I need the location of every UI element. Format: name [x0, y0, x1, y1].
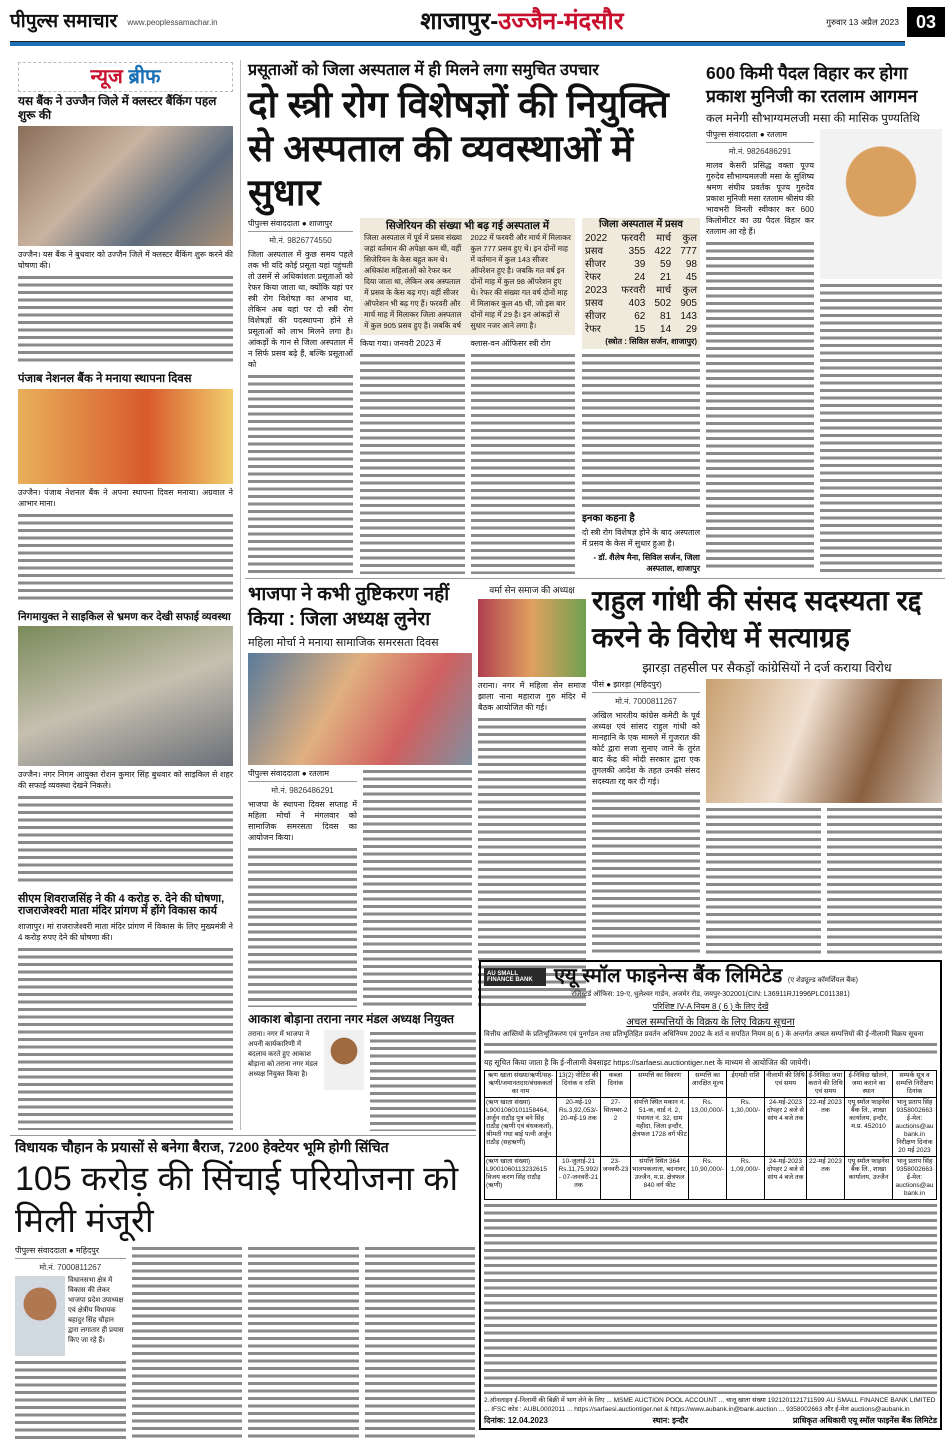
- stats-cell: 39: [634, 258, 646, 270]
- stats-cell: फरवरी: [621, 232, 646, 244]
- irrigation-headline: 105 करोड़ की सिंचाई परियोजना को मिली मंजूरी: [15, 1160, 459, 1241]
- brief-headline-4: सीएम शिवराजसिंह ने की 4 करोड़ रु. देने की घोषणा, राजराजेश्वरी माता मंदिर प्रांगण में होंगे विकास कार्य: [18, 892, 225, 918]
- auction-table-header: ई-निविदा जमा कराने की तिथि एवं समय: [807, 1071, 845, 1098]
- lead-mobile: मो.नं. 9826774550: [269, 236, 332, 246]
- stats-row: [582, 284, 700, 297]
- auction-table-cell: Rs. 1,30,000/-: [727, 1098, 765, 1157]
- cesarean-box-col1: जिला अस्पताल में पूर्व में प्रसव संख्या जहां वर्तमान की अपेक्षा कम थी, वहीं सिजेरियन के केस बहुत कम थे। अधिकांश महिलाओं को रेफर कर दिया जाता था, लेकिन अब अस्पताल में प्रसव के केस बढ़ गए। वहीं सीजर ऑपरेशन भी बढ़ गए हैं। फरवरी और मार्च माह में मिलाकर जिला अस्पताल में कुल 905 प्रसव हुए है। जबकि वर्ष: [364, 233, 462, 331]
- brief-headline-2: पंजाब नेशनल बैंक ने मनाया स्थापना दिवस: [18, 372, 192, 385]
- auction-table-header: नीलामी की तिथि एवं समय: [765, 1071, 807, 1098]
- auction-table-row: [485, 1098, 937, 1157]
- brief-body-3: उज्जैन। नगर निगम आयुक्त रोशन कुमार सिंह बुधवार को साइकिल से शहर की सफाई व्यवस्था देखने निकले।: [18, 769, 233, 790]
- irrigation-kicker: विधायक चौहान के प्रयासों से बनेगा बैराज, 7200 हेक्टेयर भूमि होगी सिंचित: [15, 1139, 389, 1155]
- brief-body-3-cont: [18, 794, 233, 886]
- bjp-headline: भाजपा ने कभी तुष्टिकरण नहीं किया : जिला अध्यक्ष लुनेरा: [248, 584, 450, 630]
- auction-table-cell: 27-सितम्बर-22: [601, 1098, 631, 1157]
- muni-body: मालव केसरी प्रसिद्ध वक्ता पूज्य गुरुदेव सौभाग्यमलजी मसा के सुशिष्य श्रमण संघीय प्रवर्तक पूज्य गुरुदेव प्रकाश मुनिजी मसा रतलाम श्रीसंघ की भावभरी विनती स्वीकार कर 600 किलोमीटर का उग्र पैदल विहार कर रतलाम आ रहे हैं।: [706, 161, 814, 236]
- auction-table-header: सम्पत्ति का आरक्षित मूल्य: [689, 1071, 727, 1098]
- auction-table-cell: 22-मई 2023 तक: [807, 1098, 845, 1157]
- auction-table-cell: 24-मई-2023 दोपहर 2 बजे से सांय 4 बजे तक: [765, 1157, 807, 1200]
- stats-cell: 59: [660, 258, 672, 270]
- lead-body-3-cont: [471, 352, 576, 574]
- stats-cell: 777: [680, 245, 697, 257]
- muni-mobile: मो.नं. 9826486291: [728, 147, 792, 156]
- ad-title: अचल सम्पत्तियों के विक्रय के लिए विक्रय सूचना: [626, 1017, 795, 1028]
- stats-cell: 14: [660, 323, 672, 335]
- cycle-inspection-photo: [18, 626, 233, 766]
- lead-kicker: प्रसूताओं को जिला अस्पताल में ही मिलने लगा समुचित उपचार: [248, 62, 599, 79]
- verma-sen-body: तराना। नगर में महिला सेन समाज झाला नाना महाराज गुरु मंदिर में बैठक आयोजित की गई।: [478, 681, 586, 712]
- website-url[interactable]: www.peoplessamachar.in: [127, 17, 218, 27]
- delivery-stats-table-box: [582, 218, 700, 349]
- lead-body-2: किया गया। जनवरी 2023 में: [360, 339, 441, 349]
- stats-row: [582, 245, 700, 258]
- lead-headline: दो स्त्री रोग विशेषज्ञों की नियुक्ति से अस्पताल की व्यवस्थाओं में सुधार: [248, 84, 669, 214]
- rahul-body-cont: [592, 790, 700, 956]
- rahul-story: [592, 582, 942, 956]
- verma-sen-label: वर्मा सेन समाज की अध्यक्ष: [489, 585, 575, 595]
- stats-cell: 422: [654, 245, 672, 257]
- ad-signatory: प्राधिकृत अधिकारी एयू स्मॉल फाइनेंस बैंक लिमिटेड: [792, 1415, 937, 1425]
- masthead: [10, 4, 945, 40]
- stats-cell: मार्च: [656, 232, 672, 244]
- stats-cell: 403: [628, 297, 646, 309]
- stats-cell: 2023: [585, 284, 608, 296]
- stats-cell: 2022: [585, 232, 608, 244]
- bjp-story: [248, 582, 472, 1007]
- auction-table-header: कब्जा दिनांक: [601, 1071, 631, 1098]
- quote-title: इनका कहना है: [582, 512, 635, 524]
- lead-body: जिला अस्पताल में कुछ समय पहले तक भी यदि कोई प्रसूता यहां पहुंचती तो उसमें से अधिकांशतः प्रसूताओं को रेफर किया जाता था, क्योंकि यहां पर स्त्री रोग विशेषज्ञ का अभाव था, लेकिन अब यहां पर दो स्त्री रोग विशेषज्ञों की पदस्थापना होने से प्रसूताओं को लाभ मिलने लगा है। आंकड़ों के गान से जिला अस्पताल में न सिर्फ प्रसव बढ़े हैं, बल्कि प्रसूताओं को: [248, 250, 353, 370]
- page-number: 03: [907, 7, 945, 37]
- stats-cell: फरवरी: [621, 284, 646, 296]
- auction-table-cell: भानु प्रताप सिंह 9358002663 ई-मेल: auctions@aubank.in: [893, 1157, 937, 1200]
- bjp-body: भाजपा के स्थापना दिवस सप्ताह में महिला मोर्चा ने मंगलवार को सामाजिक समरसता दिवस का आयोजन किया।: [248, 800, 357, 842]
- stats-cell: 15: [634, 323, 646, 335]
- lead-body-cont: [248, 373, 353, 574]
- auction-table-cell: भानु प्रताप सिंह 9358002663 ई-मेल: auctions@aubank.in निरीक्षण दिनांक 20 मई 2023: [893, 1098, 937, 1157]
- ad-bank-name: एयू स्मॉल फाइनेन्स बैंक लिमिटेड (ए शेड्यूल्ड कॉमर्शियल बैंक): [554, 965, 858, 987]
- brief-headline-3: निगमायुक्त ने साइकिल से भ्रमण कर देखी सफाई व्यवस्था: [18, 610, 231, 623]
- stats-row: [582, 232, 700, 245]
- muni-photo: [820, 129, 942, 279]
- ad-date: दिनांक: 12.04.2023: [484, 1415, 548, 1425]
- muni-subhead: कल मनेगी सौभाग्यमलजी मसा की मासिक पुण्यतिथि: [706, 113, 920, 125]
- section-rule: [245, 578, 945, 579]
- auction-table-cell: एयू स्मॉल फाइनेंस बैंक लि., शाखा कार्यालय, उज्जैन: [845, 1157, 893, 1200]
- newspaper-logo: पीपुल्स समाचार: [10, 11, 118, 33]
- stats-cell: 24: [634, 271, 646, 283]
- brief-body-4: शाजापुर। मां राजराजेश्वरी माता मंदिर प्रांगण में विकास के लिए मुख्यमंत्री ने 4 करोड़ रुपए देने की घोषणा की।: [18, 922, 233, 943]
- auction-table-cell: 10-जुलाई-21 Rs.11,75,992/- 07-जनवरी-21 तक: [557, 1157, 601, 1200]
- rahul-body-cont-2: [706, 806, 821, 956]
- irrigation-body: विधानसभा क्षेत्र में विकास की लेकर भाजपा प्रदेश उपाध्यक्ष एवं क्षेत्रीय विधायक बहादुर सिंह चौहान द्वारा लगातार ही प्रयास किए जा रहे हैं।: [68, 1277, 124, 1345]
- stats-row: [582, 271, 700, 284]
- auction-table-cell: 20-मई-19 Rs.3,92,053/- 20-मई-19 तक: [557, 1098, 601, 1157]
- irrigation-story: [15, 1139, 475, 1439]
- stats-cell: 21: [660, 271, 672, 283]
- muni-headline: 600 किमी पैदल विहार कर होगा प्रकाश मुनिजी का रतलाम आगमन: [706, 63, 918, 106]
- brief-body-4-cont: [18, 946, 233, 1130]
- ad-appendix: परिशिष्ट IV-A नियम 8 ( 6 ) के लिए देखें: [652, 1002, 769, 1011]
- issue-date: गुरुवार 13 अप्रैल 2023: [826, 16, 899, 27]
- column-divider: [240, 60, 241, 1130]
- masthead-rule: [10, 41, 905, 46]
- lead-body-3: क्लास-वन ऑफिसर स्त्री रोग: [470, 339, 551, 349]
- stats-cell: 143: [680, 310, 697, 322]
- au-bank-logo: AU SMALL FINANCE BANK: [484, 968, 546, 986]
- table-source: (स्त्रोत : सिविल सर्जन, शाजापुर): [605, 336, 697, 346]
- stats-cell: 81: [660, 310, 672, 322]
- muni-body-cont-2: [820, 282, 942, 572]
- auction-table-header: ऋण खाता संख्या/ऋणी/सह-ऋणी/जमानतदार/बंधककर्ता का नाम: [485, 1071, 557, 1098]
- auction-table-cell: संपत्ति स्थित 364 भालपकलाता, बदनावर, उज्जैन, म.प्र. क्षेत्रफल 840 वर्ग फीट: [631, 1157, 689, 1200]
- stats-row: [582, 323, 700, 336]
- irrigation-mobile: मो.नं. 7000811267: [39, 1263, 102, 1273]
- auction-table-cell: Rs. 1,09,000/-: [727, 1157, 765, 1200]
- rahul-mobile: मो.नं. 7000811267: [615, 697, 677, 706]
- auction-table-cell: (ऋण खाता संख्या) L9001060113232615 विजय करण सिंह राठौड़ (ऋणी): [485, 1157, 557, 1200]
- akash-photo: [324, 1030, 364, 1090]
- auction-table-header: ईएमडी राशि: [727, 1071, 765, 1098]
- stats-cell: कुल: [682, 232, 697, 244]
- irrigation-byline: पीपुल्स संवाददाता ● महिदपुर: [15, 1245, 126, 1259]
- stats-cell: प्रसव: [585, 297, 604, 309]
- stats-cell: 355: [628, 245, 646, 257]
- table-title: जिला अस्पताल में प्रसव: [599, 219, 683, 231]
- yes-bank-photo: [18, 126, 233, 246]
- mla-photo: [15, 1276, 65, 1356]
- stats-cell: 905: [680, 297, 697, 309]
- au-bank-auction-notice: [479, 960, 942, 1430]
- news-brief-title: न्यूज ब्रीफ: [18, 62, 233, 92]
- ad-intro-cont: [484, 1041, 937, 1056]
- quote-attribution: - डॉ. शैलेष मैना, सिविल सर्जन, जिला अस्पताल, शाजापुर: [593, 553, 700, 573]
- ad-terms-1: [484, 1202, 937, 1394]
- auction-table-header: सम्पर्क सूत्र व सम्पत्ति निरीक्षण दिनांक: [893, 1071, 937, 1098]
- quote-text: दो स्त्री रोग विशेषज्ञ होने के बाद अस्पताल में प्रसव के केस में सुधार हुआ है।: [582, 528, 700, 548]
- auction-table-cell: एयू स्मॉल फाइनेंस बैंक लि., शाखा कार्यालय, इन्दौर, म.प्र. 452010: [845, 1098, 893, 1157]
- cesarean-box-col2: 2022 में फरवरी और मार्च में मिलाकर कुल 777 प्रसव हुए थे। इन दोनों माह में वर्तमान में कुल 143 सीजर ऑपरेशन हुए है। जबकि गत वर्ष इन दोनों माह में कुल 98 ऑपरेशन हुए थे। रेफर की संख्या गत वर्ष दोनों माह में मिलाकर कुल 45 थी, जो इस बार दोनों माह में 29 है। इन आंकड़ों से सुधार नजर आने लगा है।: [470, 233, 571, 331]
- akash-body-cont: [370, 1030, 476, 1131]
- muni-story: [706, 62, 942, 572]
- ad-website-line: यह सूचित किया जाता है कि ई-नीलामी वेबसाइट https://sarfaesi.auctiontiger.net के माध्यम से आयोजित की जायेगी।: [484, 1058, 811, 1067]
- stats-cell: कुल: [682, 284, 697, 296]
- stats-cell: सीजर: [585, 258, 606, 270]
- irrigation-body-cont-2: [132, 1245, 243, 1439]
- cesarean-box-title: सिजेरियन की संख्या भी बढ़ गई अस्पताल में: [385, 220, 550, 233]
- brief-body-1-cont: [18, 274, 233, 366]
- ad-intro: वित्तीय आस्तियों के प्रतिभूतिकरण एवं पुनर्गठन तथा प्रतिभूतिहित प्रवर्तन अधिनियम 2002 के शर्त व सपठित नियम 8( 6 ) के अन्तर्गत अचल सम्पत्तियों की ई-नीलामी विक्रय सूचना: [484, 1031, 924, 1038]
- auction-table-header: 13(2) नोटिस की दिनांक व राशि: [557, 1071, 601, 1098]
- stats-cell: 62: [634, 310, 646, 322]
- akash-headline: आकाश बोड़ाना तराना नगर मंडल अध्यक्ष नियुक्त: [248, 1012, 454, 1026]
- lead-body-4: [582, 352, 700, 510]
- muni-byline: पीपुल्स संवाददाता ● रतलाम: [706, 129, 814, 143]
- bjp-byline: पीपुल्स संवाददाता ● रतलाम: [248, 768, 357, 782]
- auction-table-cell: (ऋण खाता संख्या) L9001060101158464, अर्जुन राठौड़ पुत्र बने सिंह राठौड़ (ऋणी एवं बंधककर्ता), श्रीमती गधा बाई पत्नी अर्जुन राठौड़ (सहऋणी): [485, 1098, 557, 1157]
- rahul-subhead: झारड़ा तहसील पर सैकड़ों कांग्रेसियों ने दर्ज कराया विरोध: [642, 661, 892, 675]
- ad-place: स्थान: इन्दौर: [652, 1415, 689, 1425]
- auction-table-cell: संपत्ति स्थित मकान नं. 51-क, वार्ड नं. 2, पंचायत नं. 32, ग्राम महीदा, जिला इन्दौर, क्षेत्रफल 1728 वर्ग फीट: [631, 1098, 689, 1157]
- stats-row: [582, 258, 700, 271]
- stats-cell: 29: [685, 323, 697, 335]
- muni-body-cont: [706, 240, 814, 572]
- auction-table-cell: Rs. 13,00,000/-: [689, 1098, 727, 1157]
- brief-body-2: उज्जैन। पंजाब नेशनल बैंक ने अपना स्थापना दिवस मनाया। अग्रवाल ने आभार माना।: [18, 487, 233, 508]
- rahul-byline: पीसं ● झारड़ा (महिदपुर): [592, 679, 700, 693]
- stats-row: [582, 310, 700, 323]
- pnb-photo: [18, 389, 233, 484]
- auction-table-cell: 22-मई 2023 तक: [807, 1157, 845, 1200]
- bjp-event-photo: [248, 653, 472, 765]
- bjp-mobile: मो.नं. 9826486291: [271, 786, 334, 795]
- irrigation-body-cont-3: [248, 1245, 359, 1439]
- verma-sen-photo: [478, 599, 586, 677]
- irrigation-body-cont-4: [365, 1245, 476, 1439]
- stats-cell: 45: [685, 271, 697, 283]
- akash-body: तराना। नगर में भाजपा ने अपनी कार्यकारिणी में बदलाव करते हुए आकाश बोड़ाना को तराना नगर मंडल अध्यक्ष नियुक्त किया है।: [248, 1030, 318, 1078]
- auction-table-row: [485, 1157, 937, 1200]
- delivery-stats-table: [582, 232, 700, 336]
- stats-cell: रेफर: [585, 271, 601, 283]
- brief-headline-1: यस बैंक ने उज्जैन जिले में क्लस्टर बैंकिंग पहल शुरू की: [18, 94, 217, 122]
- news-brief-column: [18, 62, 233, 1130]
- satyagraha-photo: [706, 679, 942, 803]
- section-title: शाजापुर-उज्जैन-मंदसौर: [420, 8, 624, 36]
- bjp-body-cont-2: [363, 768, 472, 1007]
- bjp-subhead: महिला मोर्चा ने मनाया सामाजिक समरसता दिवस: [248, 637, 439, 649]
- auction-table: [484, 1070, 937, 1200]
- lead-story: [248, 62, 700, 574]
- brief-body-2-cont: [18, 512, 233, 604]
- bjp-body-cont: [248, 846, 357, 1007]
- verma-sen-story: [478, 583, 586, 1006]
- lead-body-2-cont: [360, 352, 465, 574]
- brief-body-1: उज्जैन। यस बैंक ने बुधवार को उज्जैन जिले में क्लस्टर बैंकिंग शुरू करने की घोषणा की।: [18, 249, 233, 270]
- stats-cell: रेफर: [585, 323, 601, 335]
- ad-address: रजिस्टर्ड ऑफिस: 19-ए, धुलेश्वर गार्डन, अजमेर रोड, जयपुर-302001(CIN: L36911RJ1996PLC011381): [571, 991, 850, 998]
- irrigation-body-cont: [15, 1359, 126, 1439]
- rahul-body: अखिल भारतीय कांग्रेस कमेटी के पूर्व अध्यक्ष एवं सांसद राहुल गांधी को मानहानि के एक मामले में गुजरात की कोर्ट द्वारा सजा सुनाए जाने के तुरंत बाद केंद्र की मोदी सरकार द्वारा एक तुगलकी आदेश के तहत उनकी संसद सदस्यता रद्द कर दी गई।: [592, 711, 700, 786]
- auction-table-header: ई-निविदा खोलने, जमा कराने का स्थान: [845, 1071, 893, 1098]
- auction-table-cell: 23-जनवरी-23: [601, 1157, 631, 1200]
- stats-cell: मार्च: [656, 284, 672, 296]
- rahul-headline: राहुल गांधी की संसद सदस्यता रद्द करने के विरोध में सत्याग्रह: [592, 585, 922, 653]
- stats-row: [582, 297, 700, 310]
- ad-terms: 2.ऑनलाइन ई-निलामी की बिक्री में भाग लेने के लिए ... MSME AUCTION POOL ACCOUNT ... चालू खाता संख्या 1921201121711599 AU SMALL FINANCE BANK LIMITED ... IFSC कोड : AUBL0002011 ... https://sarfaesi.auctiontiger.net & https://www.aubank.in@bank.auction ... 9358002663 और ई-मेल auctions@aubank.in: [484, 1396, 936, 1413]
- stats-cell: सीजर: [585, 310, 606, 322]
- stats-cell: प्रसव: [585, 245, 604, 257]
- akash-story: [248, 1013, 476, 1131]
- auction-table-header: सम्पत्ति का विवरण: [631, 1071, 689, 1098]
- lead-byline: पीपुल्स संवाददाता ● शाजापुर: [248, 218, 353, 232]
- auction-table-cell: 24-मई-2023 दोपहर 2 बजे से सांय 4 बजे तक: [765, 1098, 807, 1157]
- auction-table-cell: Rs. 10,90,000/-: [689, 1157, 727, 1200]
- section-rule-2: [10, 1135, 476, 1136]
- cesarean-box: [360, 218, 575, 335]
- rahul-body-cont-3: [827, 806, 942, 956]
- stats-cell: 98: [685, 258, 697, 270]
- stats-cell: 502: [654, 297, 672, 309]
